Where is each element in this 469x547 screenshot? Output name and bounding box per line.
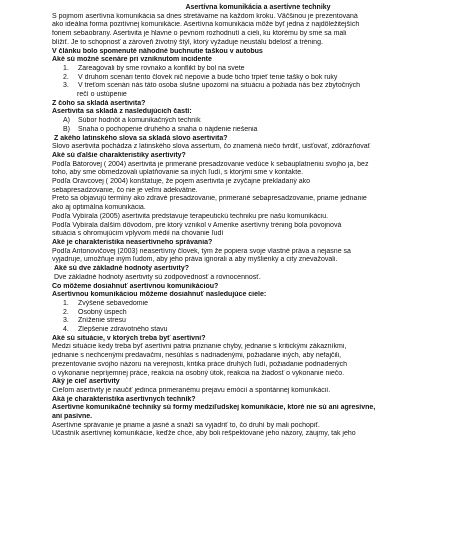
line-text: Osobný úspech bbox=[78, 308, 127, 316]
list-marker: 1. bbox=[63, 64, 69, 72]
list-item bbox=[52, 309, 464, 318]
document-body bbox=[52, 13, 464, 439]
question-heading bbox=[52, 283, 464, 292]
list-item-continuation bbox=[52, 91, 464, 100]
paragraph-line bbox=[52, 178, 464, 187]
question-heading bbox=[52, 404, 464, 413]
paragraph-line bbox=[52, 161, 464, 170]
question-heading bbox=[52, 135, 464, 144]
line-text: Podľa Oravcovej ( 2004) konštatuje, že pojem asertivita je zvyčajne prekladaný ako bbox=[52, 178, 311, 186]
line-text: ako ideálna forma pozitívnej komunikácie. Asertívna komunikácia môže byť jedna z najdôležitejších bbox=[52, 21, 360, 29]
paragraph-line bbox=[52, 274, 464, 283]
question-heading bbox=[52, 100, 464, 109]
line-text: Aké sú dve základné hodnoty asertivity? bbox=[54, 265, 189, 273]
list-marker: 3. bbox=[63, 317, 69, 325]
question-heading bbox=[52, 239, 464, 248]
list-item bbox=[52, 74, 464, 83]
line-text: vyjadruje, umožňuje iným ľudom, aby jeho práva ignorali a aby myšlienky a city znevažovali. bbox=[52, 256, 338, 264]
line-text: Čo môžeme dosiahnuť asertívnou komunikáciou? bbox=[52, 282, 219, 290]
paragraph-line bbox=[52, 256, 464, 265]
list-marker: 3. bbox=[63, 82, 69, 90]
paragraph-line bbox=[52, 422, 464, 431]
line-text: toho, aby sme obmedzovali uplatňovanie sa iných ľudí, s ktorými sme v kontakte. bbox=[52, 169, 304, 177]
paragraph-line bbox=[52, 169, 464, 178]
line-text: Aké sú situácie, v ktorých treba byť asertívni? bbox=[52, 334, 206, 342]
line-text: Súbor hodnôt a komunikačných techník bbox=[78, 117, 201, 125]
question-heading bbox=[52, 413, 464, 422]
list-marker: 4. bbox=[63, 326, 69, 334]
question-heading bbox=[52, 291, 464, 300]
line-text: Aké sú ďalšie charakteristiky asertivity? bbox=[52, 151, 186, 159]
list-marker: 1. bbox=[63, 299, 69, 307]
document-page bbox=[52, 4, 464, 439]
line-text: Účastník asertívnej komunikácie, keďže chce, aby boli rešpektované jeho názory, záujmy, tak jeho bbox=[52, 430, 356, 438]
line-text: foriem sebaobrany. Asertivita je hlavne o pevnom rozhodnutí a cieli, ku ktorému by sme sa mali bbox=[52, 30, 347, 38]
line-text: Z akého latinského slova sa skladá slovo asertivita? bbox=[54, 134, 228, 142]
question-heading bbox=[52, 335, 464, 344]
list-item bbox=[52, 117, 464, 126]
paragraph-line bbox=[52, 430, 464, 439]
document-title: Asertívna komunikácia a asertívne techniky bbox=[185, 4, 331, 11]
line-text: blížiť. Je to schopnosť a zároveň životný štýl, ktorý vyžaduje neustálu bdelosť a tréning. bbox=[52, 38, 323, 46]
paragraph-line bbox=[52, 343, 464, 352]
line-text: ani pasívne. bbox=[52, 413, 93, 421]
line-text: o vykonanie nepríjemnej práce, reakcia na osobný útok, reakcia na žiadosť o vykonanie niečo. bbox=[52, 369, 345, 377]
line-text: Asertívne správanie je priame a jasné a snaží sa vyjadriť to, čo druhí by mali pochopiť. bbox=[52, 421, 320, 429]
list-item bbox=[52, 65, 464, 74]
paragraph-line bbox=[52, 213, 464, 222]
list-marker: B) bbox=[63, 125, 70, 133]
paragraph-line bbox=[52, 387, 464, 396]
list-item bbox=[52, 317, 464, 326]
paragraph-line bbox=[52, 222, 464, 231]
paragraph-line bbox=[52, 204, 464, 213]
line-text: Zvýšené sebavedomie bbox=[78, 299, 149, 307]
paragraph-line bbox=[52, 13, 464, 22]
line-text: Asertívne komunikačné techniky sú formy medziľudskej komunikácie, ktoré nie sú ani agresívne, bbox=[52, 404, 376, 412]
line-text: Medzi situácie kedy treba byť asertívni patria priznanie chyby, jednanie s kritickými zákazníkmi, bbox=[52, 343, 347, 351]
line-text: Asertívnou komunikáciou môžeme dosiahnuť nasledujúce ciele: bbox=[52, 291, 267, 299]
paragraph-line bbox=[52, 187, 464, 196]
line-text: Zareagovali by sme rovnako a konflikt by bol na svete bbox=[78, 64, 245, 72]
question-heading bbox=[52, 108, 464, 117]
list-item bbox=[52, 326, 464, 335]
question-heading bbox=[52, 378, 464, 387]
paragraph-line bbox=[52, 195, 464, 204]
line-text: Zlepšenie zdravotného stavu bbox=[78, 326, 168, 334]
line-text: Dve základné hodnoty asertivity sú zodpovednosť a rovnocennosť. bbox=[54, 273, 261, 281]
list-item bbox=[52, 126, 464, 135]
line-text: Podľa Vybírala (2005) asertivita predstavuje terapeutickú techniku pre našu komunikáciu. bbox=[52, 212, 329, 220]
line-text: V druhom scenári tento človek nič nepovie a bude ticho trpieť tenie tašky o bok ruky bbox=[78, 73, 338, 81]
line-text: ako aj optimálna komunikácia. bbox=[52, 204, 146, 212]
line-text: rečí o ustúpenie bbox=[77, 91, 127, 99]
line-text: Zníženie stresu bbox=[78, 317, 126, 325]
line-text: Snaha o pochopenie druhého a snaha o nájdenie riešenia bbox=[78, 125, 258, 133]
line-text: Preto sa objavujú termíny ako zdravé presadzovanie, primerané sebapresadzovanie, priame jednanie bbox=[52, 195, 367, 203]
list-item bbox=[52, 300, 464, 309]
list-marker: A) bbox=[63, 117, 70, 125]
line-text: Aké sú možné scenáre pri vzniknutom incidente bbox=[52, 56, 212, 64]
line-text: Aký je cieľ asertivity bbox=[52, 378, 120, 386]
line-text: Asertivita sa skladá z nasledujúcich častí: bbox=[52, 108, 192, 116]
paragraph-line bbox=[52, 30, 464, 39]
paragraph-line bbox=[52, 370, 464, 379]
line-text: Z čoho sa skladá asertivita? bbox=[52, 99, 146, 107]
line-text: sebapresadzovanie, čo nie je veľmi adekvátne. bbox=[52, 186, 198, 194]
line-text: jednanie s nechcenými predavačmi, nesúhlas s nadriadenými, požiadanie iných, aby nefajčili, bbox=[52, 352, 342, 360]
paragraph-line bbox=[52, 21, 464, 30]
question-heading bbox=[52, 265, 464, 274]
line-text: Aké je charakteristika neasertívneho správania? bbox=[52, 238, 213, 246]
line-text: situácia s ohromujúcim vplyvom médií na chovanie ľudí bbox=[52, 230, 224, 238]
line-text: S pojmom asertívna komunikácia sa dnes stretávame na každom kroku. Väčšinou je prezentovaná bbox=[52, 12, 358, 20]
line-text: Slovo asertivita pochádza z latinského slova assertum, čo znamená niečo tvrdiť, uisťovať, zdôrazňovať bbox=[52, 143, 371, 151]
paragraph-line bbox=[52, 143, 464, 152]
question-heading bbox=[52, 396, 464, 405]
list-item bbox=[52, 82, 464, 91]
list-marker: 2. bbox=[63, 73, 69, 81]
list-marker: 2. bbox=[63, 308, 69, 316]
line-text: V treťom scenári nás táto osoba slušne upozorní na situáciu a požiada nás bez zbytočných bbox=[78, 82, 361, 90]
paragraph-line bbox=[52, 39, 464, 48]
question-heading bbox=[52, 48, 464, 57]
paragraph-line bbox=[52, 248, 464, 257]
line-text: V článku bolo spomenuté náhodné buchnutie taškou v autobus bbox=[52, 47, 263, 55]
line-text: Podľa Vybírala ďalším dôvodom, pre ktorý vznikol v Amerike asertívny tréning bola povojnová bbox=[52, 221, 342, 229]
paragraph-line bbox=[52, 352, 464, 361]
line-text: prezentovanie svojho názoru na verejnosti, kritika práce druhých ľudí, požiadanie podriadených bbox=[52, 360, 348, 368]
line-text: Aká je charakteristika asertívnych techník? bbox=[52, 395, 196, 403]
paragraph-line bbox=[52, 230, 464, 239]
question-heading bbox=[52, 152, 464, 161]
line-text: Podľa Antonovičovej (2003) neasertívny človek, tým že popiera svoje vlastné práva a nejasne sa bbox=[52, 247, 351, 255]
line-text: Cieľom asertivity je naučiť jedinca primeranému prejavu emócií a spontánnej komunikácií. bbox=[52, 386, 331, 394]
paragraph-line bbox=[52, 361, 464, 370]
question-heading bbox=[52, 56, 464, 65]
line-text: Podľa Bátorovej ( 2004) asertivita je primerané presadzovanie vedúce k sebauplatneniu svojho ja, bez bbox=[52, 160, 369, 168]
